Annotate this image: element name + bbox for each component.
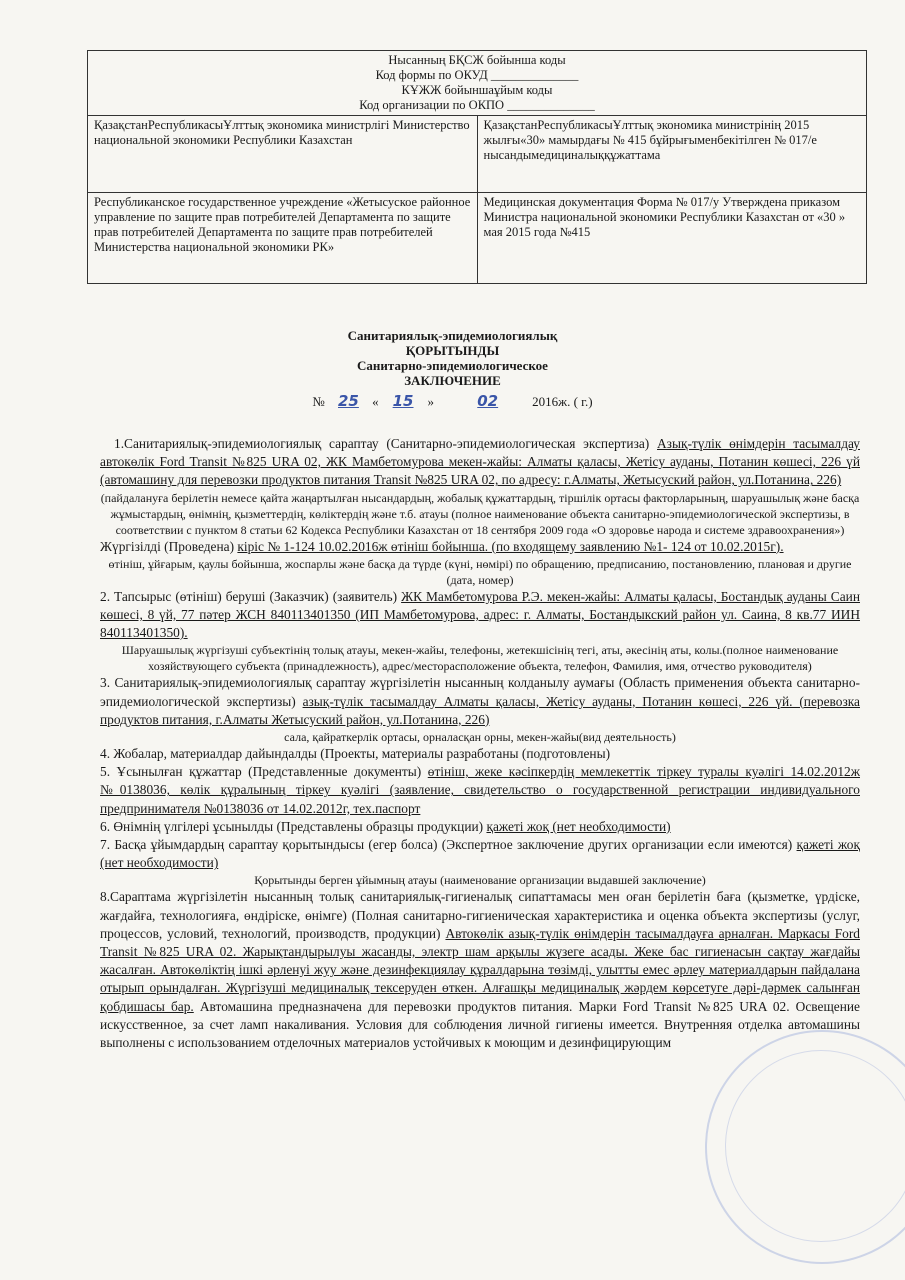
title-line: ҚОРЫТЫНДЫ bbox=[405, 343, 500, 358]
section-value: қажеті жоқ (нет необходимости) bbox=[100, 837, 860, 871]
institution-cell: Республиканское государственное учреждение «Жетысуское районное управление по защите прав потребителей Департамента по защите прав потребителей Департамента по защите прав потребителей Министерства национальной экономики РК» bbox=[88, 193, 478, 284]
section-lead: 6. Өнімнің үлгілері ұсынылды (Представлены образцы продукции) bbox=[100, 818, 484, 834]
section-lead: 8.Сараптама жүргізілетін нысанның толық санитариялық-гигиеналық сипаттамасы мен оған берілетін баға (қызметке, үрдіске, жағдайға, технологияға, өндіріске, өнімге) (Полная санитарно-гигиеническая характеристика и оценка объекта экспертизы (услуг, процессов, условий, технологий, производств, продукции) bbox=[100, 889, 860, 941]
title-line: ЗАКЛЮЧЕНИЕ bbox=[404, 373, 501, 388]
year-suffix: 2016ж. ( г.) bbox=[532, 394, 593, 409]
section-lead: 3. Санитариялық-эпидемиологиялық сараптау жүргізілетін нысанның колданылу аумағы (Область применения объекта санитарно-эпидемиологической экспертизы) bbox=[100, 675, 860, 709]
section-value: Автокөлік азық-түлік өнімдерін тасымалдауға арналған. Маркасы Ford Transit №825 URA 02. Жарықтандырылуы жасанды, электр шам арқылы жүзеге асады. Жеке бас гигиенасын сақтау жағдайы жасалған. Автокөліктің ішкі әрленуі жуу және дезинфекциялау құралдарына төзімді, улытты емес әрлеу материалдарын пайдалана отырып орындалған. Жүргізуші медициналық тексеруден өткен. Алғашқы медициналық жәрдем көрсетуге дәрі-дәрмек салынған қобдишасы бар. bbox=[100, 925, 860, 1014]
handwritten-day: 15 bbox=[392, 392, 414, 410]
section-lead: 1.Санитариялық-эпидемиологиялық сараптау (Санитарно-эпидемиологическая экспертиза) bbox=[114, 436, 650, 451]
section-4: 4. Жобалар, материалдар дайындалды (Проекты, материалы разработаны (подготовлены) bbox=[100, 746, 611, 762]
document-body bbox=[100, 435, 860, 1052]
code-line: Код организации по ОКПО ______________ bbox=[359, 98, 595, 112]
handwritten-number: 25 bbox=[338, 392, 359, 410]
number-prefix: № bbox=[312, 394, 325, 409]
section-note: (пайдалануға берілетін немесе қайта жаңартылған нысандардың, жобалық құжаттардың, тіршілік ортасы факторларының, шаруашылық және басқа жұмыстардың, өнімнің, қызметтердің, көліктердің және т.б. атауы (полное наименование объекта санитарно-эпидемиологической экспертизы, в соответствии с пунктом 8 статьи 62 Кодекса Республики Казахстан от 18 сентября 2009 года «О здоровье народа и системе здравоохранения») bbox=[100, 490, 860, 537]
section-8 bbox=[100, 888, 860, 1052]
header-table bbox=[87, 50, 867, 284]
section-2 bbox=[100, 588, 860, 643]
section-value: азық-түлік тасымалдау Алматы қаласы, Жетісу ауданы, Потанин көшесі, 226 үй. (перевозка продуктов питания, г.Алматы Жетысуский район, ул.Потанина, 226) bbox=[100, 693, 860, 727]
section-value: өтініш, жеке кәсіпкердің мемлекеттік тіркеу туралы куәлігі 14.02.2012ж №0138036, көлік құралының тіркеу куәлігі (заявление, свидетельство о государственной регистрации индивидуального предпринимателя №0138036 от 14.02.2012г, тех.паспорт bbox=[100, 764, 860, 816]
section-value: Автомашина предназначена для перевозки продуктов питания. Марки Ford Transit №825 URA 02. Освещение искусственное, за счет ламп накаливания. Условия для соблюдения личной гигиены имеется. Внутренняя отделка автомашины выполнены с использованием отделочных материалов устойчивых к моющим и дезинфицирующим bbox=[100, 998, 860, 1051]
section-value: ЖК Мамбетомурова Р.Э. мекен-жайы: Алматы қаласы, Бостандық ауданы Саин көшесі, 8 үй, 77 пәтер ЖСН 840113401350 (ИП Мамбетомурова, адрес: г. Алматы, Бостандыкский район ул. Саина, 8 кв.77 ИИН 840113401350). bbox=[100, 588, 860, 641]
section-lead: Жүргізілді (Проведена) bbox=[100, 538, 235, 554]
document-number-line: № 25 « 15 » 02 2016ж. ( г.) bbox=[312, 392, 593, 410]
order-cell: ҚазақстанРеспубликасыҰлттық экономика министрінің 2015 жылғы«30» мамырдағы № 415 бұйрығыменбекітілген № 017/е нысандымедициналыққұжаттама bbox=[477, 116, 867, 193]
title-line: Санитарно-эпидемиологическое bbox=[357, 358, 548, 373]
code-line: Код формы по ОКУД ______________ bbox=[375, 68, 579, 82]
section-note: өтініш, ұйғарым, қаулы бойынша, жоспарлы және басқа да түрде (күні, нөмірі) по обращению, предписанию, постановлению, плановая и другие (дата, номер) bbox=[108, 556, 852, 587]
section-3 bbox=[100, 674, 860, 729]
form-approval-cell: Медицинская документация Форма № 017/у Утверждена приказом Министра национальной экономики Республики Казахстан от «30 » мая 2015 года №415 bbox=[477, 193, 867, 284]
section-note: Қорытынды берген ұйымның атауы (наименование организации выдавшей заключение) bbox=[254, 873, 706, 888]
stamp-inner-ring bbox=[725, 1050, 905, 1242]
section-lead: 7. Басқа ұйымдардың сараптау қорытындысы (егер болса) (Экспертное заключение других организации если имеются) bbox=[100, 837, 793, 853]
handwritten-month: 02 bbox=[477, 392, 499, 410]
section-7 bbox=[100, 836, 860, 872]
document-title bbox=[0, 328, 905, 388]
code-line: Нысанның БҚСЖ бойынша коды bbox=[388, 53, 566, 67]
section-lead: 2. Тапсырыс (өтініш) беруші (Заказчик) (заявитель) bbox=[100, 588, 398, 604]
section-note: сала, қайраткерлік ортасы, орналасқан орны, мекен-жайы(вид деятельность) bbox=[284, 730, 676, 745]
section-1 bbox=[100, 435, 860, 490]
section-6 bbox=[100, 818, 860, 836]
section-note: Шаруашылық жүргізуші субъектінің толық атауы, мекен-жайы, телефоны, жетекшісінің тегі, аты, әкесінің аты, колы.(полное наименование хозяйствующего субъекта (принадлежность), адрес/месторасположение объекта, телефон, Фамилия, имя, отчество руководителя) bbox=[121, 643, 839, 674]
section-value: Азық-түлік өнімдерін тасымалдау автокөлік Ford Transit №825 URA 02, ЖК Мамбетомурова мекен-жайы: Алматы қаласы, Жетісу ауданы, Потанин көшесі, 226 үй (автомашину для перевозки продуктов питания Transit №825 URA 02, по адресу: г.Алматы, Жетысуский район, ул.Потанина, 226) bbox=[100, 436, 860, 488]
section-value: қажеті жоқ (нет необходимости) bbox=[486, 818, 671, 834]
section-5 bbox=[100, 763, 860, 818]
ministry-cell: ҚазақстанРеспубликасыҰлттық экономика министрлігі Министерство национальной экономики Республики Казахстан bbox=[88, 116, 478, 193]
section-lead: 5. Ұсынылған құжаттар (Представленные документы) bbox=[100, 764, 422, 780]
code-line: КҰЖЖ бойыншаұйым коды bbox=[401, 83, 553, 97]
section-1b bbox=[100, 538, 860, 556]
section-value: кіріс № 1-124 10.02.2016ж өтініш бойынша. (по входящему заявлению №1- 124 от 10.02.2015г). bbox=[237, 538, 784, 554]
form-codes-cell bbox=[88, 51, 867, 116]
title-line: Санитариялық-эпидемиологиялық bbox=[347, 328, 558, 343]
